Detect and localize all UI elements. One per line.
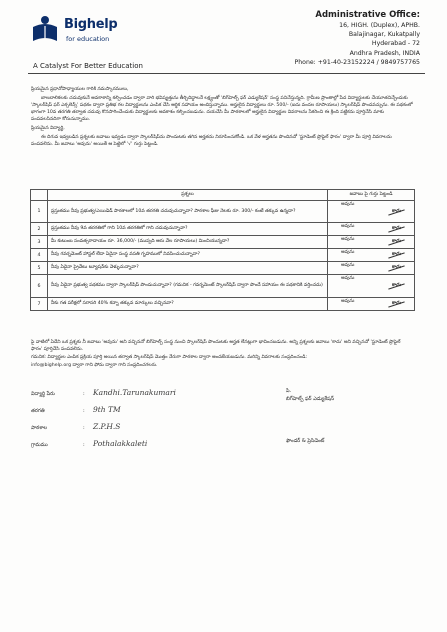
question-number: 6 (31, 275, 48, 298)
handwritten-school[interactable]: Z.P.H.S (93, 422, 121, 431)
field-colon: : (83, 442, 85, 448)
header-number (31, 190, 48, 201)
signature-initial: పి. (286, 388, 292, 394)
answer-no-marked[interactable]: కాదు (392, 252, 401, 257)
answer-no-marked[interactable]: కాదు (392, 226, 401, 231)
question-row (31, 236, 415, 249)
address-line: Balajinagar, Kukatpally (348, 31, 420, 39)
field-label: తరగతి (31, 408, 45, 414)
question-text: నీవు ఏదైనా ప్రైవేటు ట్యూషన్‌కు వెళ్ళుచున్నావా? (48, 262, 328, 275)
after-table-notes (31, 339, 413, 370)
address-line: Hyderabad - 72 (371, 40, 420, 48)
student-salutation: ప్రియమైన విద్యార్థి, (31, 126, 65, 131)
brand-tag: for education (66, 35, 110, 43)
contact-line: info@bighelp.org ద్వారా గాని ఫోను ద్వారా గాని సంప్రదించగలరు. (31, 363, 158, 368)
answer-no-marked[interactable]: కాదు (392, 208, 401, 214)
intro-paragraph: బాలబాలికలకు చదువుకునే అవకాశాన్ని కల్పించడం ద్వారా వారి భవిష్యత్తును తీర్చిదిద్దాలనే లక్ష్యంతో 'బిగ్‌హెల్ప్ ఫర్ ఎడ్యుకేషన్' సంస్థ పనిచేస్తున్నది. గ్రామీణ ప్రాంతాల్లో పేద విద్యార్థులకు చేయూతనిచ్చేందుకు 'స్కాలర్‌షిప్ ఫర్ ఎక్సలెన్స్' పథకం ద్వారా ప్రతిభ గల విద్యార్థులను ఎంపిక చేసి ఆర్థిక సహాయం అందిస్తున్నాము. అర్హులైన విద్యార్థులు రూ. 500/- (ఐదు వందల రూపాయలు) స్కాలర్‌షిప్ పొందవచ్చును. ఈ పథకంలో భాగంగా 10వ తరగతి తర్వాత చదువు కొనసాగించేందుకు విద్యార్థులకు అవకాశం కల్పించబడును. దయచేసి మీ పాఠశాలలో అర్హులైన విద్యార్థుల వివరాలను సేకరించి ఈ క్రింది పట్టికను పూర్తిచేసి మాకు పంపవలసినదిగా కోరుచున్నాము. (31, 96, 413, 122)
field-colon: : (83, 408, 85, 414)
question-row (31, 275, 415, 298)
answer-yes[interactable]: అవును (341, 299, 355, 304)
question-number: 7 (31, 298, 48, 311)
intro-section (31, 86, 413, 150)
questions-table (30, 189, 415, 311)
brand-name: Bighelp (64, 17, 118, 32)
field-school (31, 422, 231, 436)
field-label: పాఠశాల (31, 425, 48, 431)
handwritten-class[interactable]: 9th TM (93, 405, 121, 414)
eligibility-note: పై వాటిలో ఏదేని ఒక ప్రశ్నకు నీ జవాబు 'అవును' అని వచ్చినచో బిగ్‌హెల్ప్ సంస్థ నుంచి స్కాలర్‌షిప్ పొందుటకు అర్హత లేనట్లుగా భావించబడును. అన్ని ప్రశ్నలకు జవాబు 'కాదు' అని వచ్చినచో 'స్టూడెంట్ ప్రొఫైల్ ఫారం' పూర్తిచేసి పంపవలెను. (31, 340, 401, 352)
header-question: ప్రశ్నలు (48, 190, 328, 201)
handwritten-village[interactable]: Pothalakkaleti (93, 439, 148, 448)
answer-no-marked[interactable]: కాదు (392, 239, 401, 244)
field-class (31, 405, 231, 419)
answer-cell[interactable] (328, 201, 415, 223)
signature-org: బిగ్‌హెల్ప్ ఫర్ ఎడ్యుకేషన్ (286, 396, 335, 402)
answer-yes[interactable]: అవును (341, 276, 355, 281)
greeting: ప్రియమైన ప్రధానోపాధ్యాయుల గారికి నమస్కారములు, (31, 87, 129, 92)
answer-cell[interactable] (328, 298, 415, 311)
question-row (31, 298, 415, 311)
answer-no-marked[interactable]: కాదు (392, 265, 401, 270)
answer-no-marked[interactable]: కాదు (392, 301, 401, 306)
question-row (31, 201, 415, 223)
answer-yes[interactable]: అవును (341, 237, 355, 242)
header-divider (28, 73, 425, 74)
question-number: 3 (31, 236, 48, 249)
question-number: 2 (31, 223, 48, 236)
bighelp-logo (30, 15, 140, 51)
handwritten-name[interactable]: Kandhi.Tarunakumari (93, 388, 176, 397)
field-label: విద్యార్థి పేరు (31, 391, 55, 397)
answer-yes[interactable]: అవును (341, 202, 355, 207)
signature-title: ఫౌండర్ & ప్రెసిడెంట్ (286, 438, 325, 444)
office-address (250, 9, 420, 67)
question-row (31, 223, 415, 236)
question-number: 5 (31, 262, 48, 275)
question-text: మీ కుటుంబ సంవత్సరాదాయం రూ. 36,000/- (ముప్పది ఆరు వేల రూపాయలు) మించియున్నదా? (48, 236, 328, 249)
question-text: నీకు గత పరీక్షలో సరాసరి 40% కన్నా తక్కువ మార్కులు వచ్చినవా? (48, 298, 328, 311)
question-number: 4 (31, 249, 48, 262)
instructions-paragraph: ఈ దిగువ ఇవ్వబడిన ప్రశ్నలకు జవాబు ఇవ్వడం ద్వారా స్కాలర్‌షిప్‌ను పొందుటకు తగిన అర్హతను నిరూపించుకోండి. ఒక వేళ అర్హతను పొందినచో 'స్టూడెంట్ ప్రొఫైల్ ఫారం' ద్వారా మీ పూర్తి వివరాలను పంపవలెను. మీ జవాబు 'అవును' అయితే ఆ పెట్టెలో '√' గుర్తు పెట్టండి. (31, 135, 392, 147)
question-text: నీవు ఏదైనా ప్రభుత్వ పథకము ద్వారా స్కాలర్‌షిప్ పొందుచున్నావా? (గమనిక - గవర్నమెంట్ స్కాలర్‌షిప్ ద్వారా పొందే సహాయం ఈ పథకానికి వర్తించదు) (48, 275, 328, 298)
office-title: Administrative Office: (315, 10, 420, 20)
answer-no-marked[interactable]: కాదు (392, 283, 401, 288)
book-person-icon (30, 15, 60, 45)
selection-note: గమనిక: విద్యార్థుల ఎంపిక ప్రక్రియ పూర్తి అయిన తర్వాత స్కాలర్‌షిప్ మొత్తం నేరుగా పాఠశాల ద్వారా అందజేయబడును. మరిన్ని వివరాలకు సంప్రదించండి: (31, 355, 308, 360)
question-row (31, 262, 415, 275)
tagline: A Catalyst For Better Education (33, 62, 143, 70)
field-student-name (31, 388, 231, 402)
answer-cell[interactable] (328, 249, 415, 262)
question-number: 1 (31, 201, 48, 223)
header-answer: జవాబు పై గుర్తు పెట్టండి (328, 190, 415, 201)
field-village (31, 439, 231, 453)
question-text: ప్రస్తుతము నీవు 9వ తరగతిలో గాని 10వ తరగతిలో గాని చదువుచున్నావా? (48, 223, 328, 236)
field-colon: : (83, 391, 85, 397)
answer-yes[interactable]: అవును (341, 263, 355, 268)
address-line: 16, HIGH. (Duplex), APHB. (339, 22, 420, 29)
field-label: గ్రామము (31, 442, 48, 448)
answer-yes[interactable]: అవును (341, 224, 355, 229)
answer-cell[interactable] (328, 236, 415, 249)
field-colon: : (83, 425, 85, 431)
answer-cell[interactable] (328, 223, 415, 236)
answer-yes[interactable]: అవును (341, 250, 355, 255)
question-row (31, 249, 415, 262)
answer-cell[interactable] (328, 275, 415, 298)
phone-line: Phone: +91-40-23152224 / 9849757765 (294, 58, 420, 66)
question-text: ప్రస్తుతము నీవు ప్రభుత్వ/ఎయిడెడ్ పాఠశాలలో 10వ తరగతి చదువుచున్నావా? పాఠశాల ఫీజు నెలకు రూ. 300/- కంటే తక్కువ ఉన్నదా? (48, 201, 328, 223)
question-text: నీవు గవర్నమెంట్ హాస్టల్ లేదా ఏదైనా సంస్థ వసతి గృహములో నివసించుచున్నావా? (48, 249, 328, 262)
address-line: Andhra Pradesh, INDIA (349, 49, 420, 57)
answer-cell[interactable] (328, 262, 415, 275)
